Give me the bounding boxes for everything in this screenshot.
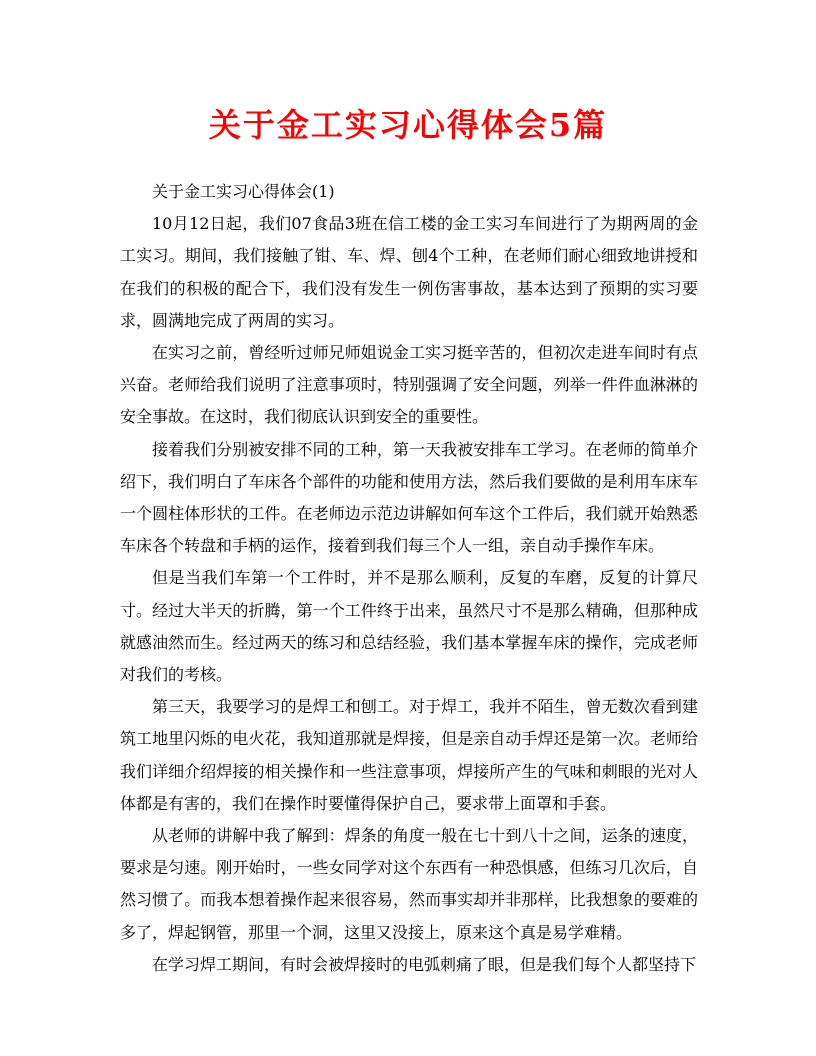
paragraph: 第三天，我要学习的是焊工和刨工。对于焊工，我并不陌生，曾无数次看到建筑工地里闪烁的电火花，我知道那就是焊接，但是亲自动手焊还是第一次。老师给我们详细介绍焊接的相关操作和一些注意事项，焊接所产生的气味和刺眼的光对人体都是有害的，我们在操作时要懂得保护自己，要求带上面罩和手套。 bbox=[120, 697, 698, 813]
paragraph: 接着我们分别被安排不同的工种，第一天我被安排车工学习。在老师的简单介绍下，我们明白了车床各个部件的功能和使用方法，然后我们要做的是利用车床车一个圆柱体形状的工件。在老师边示范边讲解如何车这个工件后，我们就开始熟悉车床各个转盘和手柄的运作，接着到我们每三个人一组，亲自动手操作车床。 bbox=[120, 439, 698, 556]
document-title: 关于金工实习心得体会5篇 bbox=[208, 106, 608, 144]
paragraph: 在实习之前，曾经听过师兄师姐说金工实习挺辛苦的，但初次走进车间时有点兴奋。老师给我们说明了注意事项时，特别强调了安全问题，列举一件件血淋淋的安全事故。在这时，我们彻底认识到安全的重要性。 bbox=[120, 343, 698, 427]
paragraph-subtitle: 关于金工实习心得体会(1) bbox=[152, 182, 335, 201]
paragraph: 但是当我们车第一个工件时，并不是那么顺利，反复的车磨，反复的计算尺寸。经过大半天的折腾，第一个工件终于出来，虽然尺寸不是那么精确，但那种成就感油然而生。经过两天的练习和总结经验，我们基本掌握车床的操作，完成老师对我们的考核。 bbox=[120, 568, 698, 685]
paragraph: 在学习焊工期间，有时会被焊接时的电弧刺痛了眼，但是我们每个人都坚持下 bbox=[152, 954, 697, 974]
paragraph: 从老师的讲解中我了解到：焊条的角度一般在七十到八十之间，运条的速度，要求是匀速。刚开始时，一些女同学对这个东西有一种恐惧感，但练习几次后，自然习惯了。而我本想着操作起来很容易，然而事实却并非那样，比我想象的要难的多了，焊起钢管，那里一个洞，这里又没接上，原来这个真是易学难精。 bbox=[120, 826, 698, 942]
paragraph: 10月12日起，我们07食品3班在信工楼的金工实习车间进行了为期两周的金工实习。期间，我们接触了钳、车、焊、刨4个工种，在老师们耐心细致地讲授和在我们的积极的配合下，我们没有发生一例伤害事故，基本达到了预期的实习要求，圆满地完成了两周的实习。 bbox=[120, 214, 698, 330]
document-body bbox=[120, 176, 698, 981]
